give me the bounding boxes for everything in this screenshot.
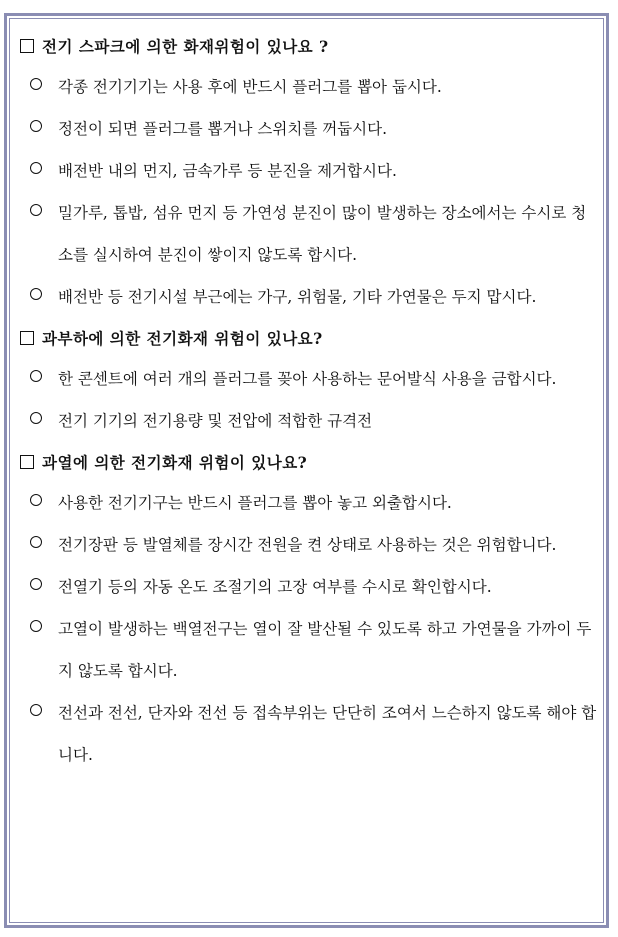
circle-bullet-icon [30, 370, 42, 382]
list-item-text: 전선과 전선, 단자와 전선 등 접속부위는 단단히 조여서 느슨하지 않도록 해야 합니다. [58, 704, 597, 764]
list-item [20, 150, 602, 192]
list-item [20, 108, 602, 150]
section-heading [20, 318, 602, 358]
circle-bullet-icon [30, 578, 42, 590]
circle-bullet-icon [30, 620, 42, 632]
list-item [20, 192, 602, 276]
list-item-text: 각종 전기기기는 사용 후에 반드시 플러그를 뽑아 둡시다. [58, 78, 442, 96]
list-item [20, 482, 602, 524]
list-item-text: 고열이 발생하는 백열전구는 열이 잘 발산될 수 있도록 하고 가연물을 가까이 두지 않도록 합시다. [58, 620, 592, 680]
circle-bullet-icon [30, 288, 42, 300]
list-item [20, 400, 602, 442]
list-item [20, 358, 602, 400]
list-item [20, 566, 602, 608]
list-item-text: 배전반 내의 먼지, 금속가루 등 분진을 제거합시다. [58, 162, 397, 180]
checkbox-square-icon [20, 39, 34, 53]
section-heading-text: 과부하에 의한 전기화재 위험이 있나요? [42, 329, 323, 348]
document-content [20, 26, 602, 776]
list-item-text: 정전이 되면 플러그를 뽑거나 스위치를 꺼둡시다. [58, 120, 388, 138]
list-item-text: 밀가루, 톱밥, 섬유 먼지 등 가연성 분진이 많이 발생하는 장소에서는 수시로 청소를 실시하여 분진이 쌓이지 않도록 합시다. [58, 204, 587, 264]
list-item-text: 한 콘센트에 여러 개의 플러그를 꽂아 사용하는 문어발식 사용을 금합시다. [58, 370, 557, 388]
list-item [20, 66, 602, 108]
circle-bullet-icon [30, 120, 42, 132]
circle-bullet-icon [30, 536, 42, 548]
list-item-text: 사용한 전기기구는 반드시 플러그를 뽑아 놓고 외출합시다. [58, 494, 452, 512]
list-item-text: 전기 기기의 전기용량 및 전압에 적합한 규격전 [58, 412, 373, 430]
circle-bullet-icon [30, 162, 42, 174]
list-item-text: 배전반 등 전기시설 부근에는 가구, 위험물, 기타 가연물은 두지 맙시다. [58, 288, 537, 306]
circle-bullet-icon [30, 412, 42, 424]
circle-bullet-icon [30, 204, 42, 216]
circle-bullet-icon [30, 494, 42, 506]
list-item [20, 692, 602, 776]
section-heading-text: 전기 스파크에 의한 화재위험이 있나요 ? [42, 37, 329, 56]
circle-bullet-icon [30, 704, 42, 716]
list-item [20, 524, 602, 566]
section-heading [20, 442, 602, 482]
section-heading-text: 과열에 의한 전기화재 위험이 있나요? [42, 453, 308, 472]
checkbox-square-icon [20, 455, 34, 469]
list-item [20, 276, 602, 318]
checkbox-square-icon [20, 331, 34, 345]
circle-bullet-icon [30, 78, 42, 90]
section-heading [20, 26, 602, 66]
list-item-text: 전기장판 등 발열체를 장시간 전원을 켠 상태로 사용하는 것은 위험합니다. [58, 536, 557, 554]
list-item [20, 608, 602, 692]
list-item-text: 전열기 등의 자동 온도 조절기의 고장 여부를 수시로 확인합시다. [58, 578, 492, 596]
